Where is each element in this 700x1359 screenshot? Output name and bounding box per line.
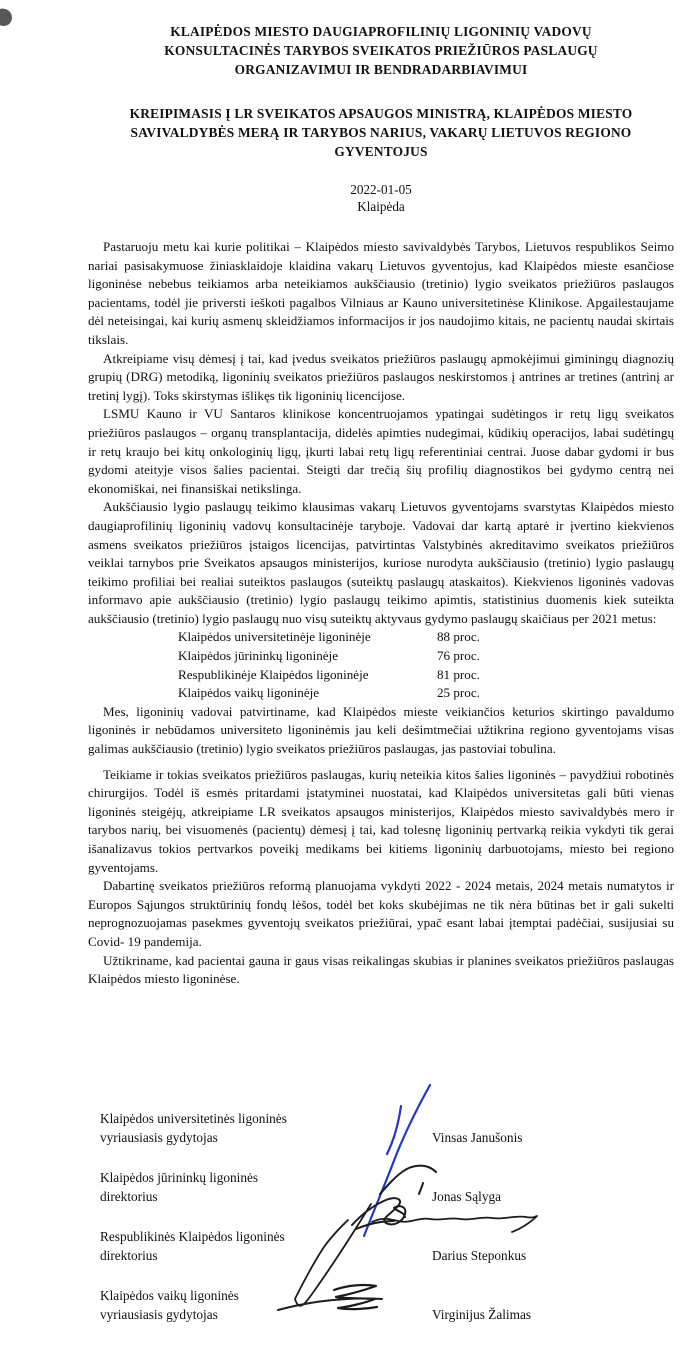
document-date: 2022-01-05: [350, 182, 412, 197]
date-block: [88, 181, 674, 215]
signer-position: [100, 1110, 432, 1148]
signer-position: [100, 1228, 432, 1266]
signer-position: [100, 1287, 432, 1325]
subject-heading-line: SAVIVALDYBĖS MERĄ IR TARYBOS NARIUS, VAKARŲ LIETUVOS REGIONO: [130, 125, 632, 140]
paragraph-7: Dabartinę sveikatos priežiūros reformą planuojama vykdyti 2022 - 2024 metais, 2024 metais numatytos ir Europos Sąjungos struktūrinių fondų lėšos, todėl bet koks skubėjimas ne tik nėra būtinas bet ir gali sukelti neprognozuojamas pasekmes gyventojų sveikatos priežiūrai, ypač esant labai įtemptai padėčiai, susijusiai su Covid- 19 pandemija.: [88, 878, 674, 949]
paragraph-8: Užtikriname, kad pacientai gauna ir gaus visas reikalingas skubias ir planines sveikatos priežiūros paslaugas Klaipėdos miesto ligoninėse.: [88, 952, 674, 987]
signer-name: Virginijus Žalimas: [432, 1307, 532, 1323]
signer-title: vyriausiasis gydytojas: [100, 1129, 218, 1145]
paragraph-4: Aukščiausio lygio paslaugų teikimo klausimas vakarų Lietuvos gyventojams svarstytas Klaipėdos miesto daugiaprofilinių ligoninių vadovų konsultacinėje taryboje. Vadovai dar kartą aptarė ir įvertino kiekvienos asmens sveikatos priežiūros įstaigos licencijas, patvirtintas Valstybinės akreditavimo sveikatos priežiūros veiklai tarnybos prie Sveikatos apsaugos ministerijos, kuriose nurodyta aukščiausio (tretinio) lygio paslaugų teikimo profiliai bei realiai suteiktos paslaugos (suteiktų paslaugų ataskaitos). Kiekvienos ligoninės vadovas informavo apie aukščiausio (tretinio) lygio paslaugų teikimo apimtis, statistinius duomenis kiek suteikta aukščiausio (tretinio) lygio paslaugų nuo visų suteiktų aktyvaus gydymo paslaugų skaičiaus per 2021 metus:: [88, 499, 674, 626]
signer-name: Jonas Sąlyga: [432, 1189, 502, 1205]
letter-body: [88, 238, 674, 989]
paragraph-2: Atkreipiame visų dėmesį į tai, kad įvedus sveikatos priežiūros paslaugų apmokėjimui giminingų diagnozių grupių (DRG) metodiką, ligoninių sveikatos priežiūros paslaugos neskirstomos į antrines ar tretines (antrinį ar tretinį lygį). Toks skirstymas išlikęs tik ligoninių licencijose.: [88, 350, 674, 403]
hospital-percentage: 88 proc.: [437, 629, 480, 645]
paragraph-6: Teikiame ir tokias sveikatos priežiūros paslaugas, kurių neteikia kitos šalies ligoninės – pavydžiui robotinės chirurgijos. Todėl iš esmės pritardami įstatyminei nuostatai, kad Klaipėdos universitetas gali būti vienas ligoninės steigėjų, atkreipiame LR sveikatos apsaugos ministerijos, Klaipėdos miesto savivaldybės mero ir tarybos narių, bei visuomenės (pacientų) dėmesį į tai, kad tolesnę ligoninių pertvarką reikia vykdyti tik gerai išanalizavus tokios pertvarkos poveikį medikams bei kitiems ligoninių darbuotojams, miesto bei regiono gyventojams.: [88, 766, 674, 875]
hospital-name: Klaipėdos universitetinėje ligoninėje: [178, 629, 371, 645]
statistics-row: [88, 666, 674, 685]
paragraph-5: Mes, ligoninių vadovai patvirtiname, kad Klaipėdos mieste veikiančios keturios skirtingo pavaldumo ligoninės ir nebūdamos universiteto ligoninėmis jau keli dešimtmečiai užtikrina regiono gyventojams visas galimas aukščiausio (tretinio) lygio sveikatos priežiūros paslaugas, jas pastoviai tobulina.: [88, 703, 674, 757]
document-title-line: ORGANIZAVIMUI IR BENDRADARBIAVIMUI: [234, 62, 528, 77]
hospital-name: Respublikinėje Klaipėdos ligoninėje: [178, 666, 369, 682]
signature-row: [88, 1110, 674, 1148]
signer-institution: Klaipėdos vaikų ligoninės: [100, 1288, 239, 1303]
hospital-name: Klaipėdos jūrininkų ligoninėje: [178, 648, 339, 664]
scan-artifact-smudge: [0, 8, 14, 28]
letter-content: [88, 0, 674, 989]
signature-row: [88, 1169, 674, 1207]
signer-institution: Klaipėdos jūrininkų ligoninės: [100, 1170, 259, 1185]
signature-row: [88, 1287, 674, 1325]
signature-block: [88, 1110, 674, 1346]
statistics-row: [88, 628, 674, 647]
signer-position: [100, 1169, 432, 1207]
subject-heading-line: GYVENTOJUS: [334, 144, 428, 159]
subject-heading-line: KREIPIMASIS Į LR SVEIKATOS APSAUGOS MINISTRĄ, KLAIPĖDOS MIESTO: [129, 106, 633, 121]
signature-row: [88, 1228, 674, 1266]
document-title-line: KONSULTACINĖS TARYBOS SVEIKATOS PRIEŽIŪROS PASLAUGŲ: [164, 43, 598, 58]
signer-name: Darius Steponkus: [432, 1248, 527, 1264]
signer-institution: Klaipėdos universitetinės ligoninės: [100, 1111, 287, 1126]
document-title-line: KLAIPĖDOS MIESTO DAUGIAPROFILINIŲ LIGONINIŲ VADOVŲ: [170, 24, 592, 39]
hospital-percentage: 81 proc.: [437, 666, 480, 682]
paragraph-1: Pastaruoju metu kai kurie politikai – Klaipėdos miesto savivaldybės Tarybos, Lietuvos respublikos Seimo nariai pasisakymuose žiniasklaidoje klaidina vakarų Lietuvos gyventojus, kad Klaipėdos mieste esančiose ligoninėse nebebus teikiamos arba neteikiamos aukščiausio (tretinio) lygio sveikatos priežiūros paslaugos pacientams, todėl jie priversti ieškoti pagalbos Vilniaus ar Kauno universitetinėse Klinikose. Apgailestaujame dėl neteisingai, kai kurių asmenų skleidžiamos informacijos ir jos naudojimo kitais, ne pacientų naudai skirtais tikslais.: [88, 239, 674, 347]
signer-name: Vinsas Janušonis: [432, 1130, 523, 1146]
hospital-percentage: 76 proc.: [437, 648, 480, 664]
statistics-list: [88, 628, 674, 702]
document-title: [88, 22, 674, 79]
document-place: Klaipėda: [357, 199, 405, 214]
signer-title: direktorius: [100, 1247, 158, 1263]
statistics-row: [88, 684, 674, 703]
signer-institution: Respublikinės Klaipėdos ligoninės: [100, 1229, 285, 1244]
signer-title: vyriausiasis gydytojas: [100, 1306, 218, 1322]
hospital-name: Klaipėdos vaikų ligoninėje: [178, 685, 320, 701]
document-subject-heading: [88, 104, 674, 161]
paragraph-3: LSMU Kauno ir VU Santaros klinikose koncentruojamos ypatingai sudėtingos ir retų ligų sveikatos priežiūros paslaugos – organų transplantacija, didelės apimties nudegimai, kūdikių operacijos, labai sudėtingų ir retų kraujo bei kitų onkologinių ligų, įkurti labai retų ligų referentiniai centrai. Juose dabar gydomi ir bus gydomi ateityje visos šalies pacientai. Steigti dar trečią šių profilių diagnostikos bei gydymo centrą nei ekonomiškai, nei finansiškai netikslinga.: [88, 406, 674, 496]
statistics-row: [88, 647, 674, 666]
signer-title: direktorius: [100, 1188, 158, 1204]
hospital-percentage: 25 proc.: [437, 685, 480, 701]
